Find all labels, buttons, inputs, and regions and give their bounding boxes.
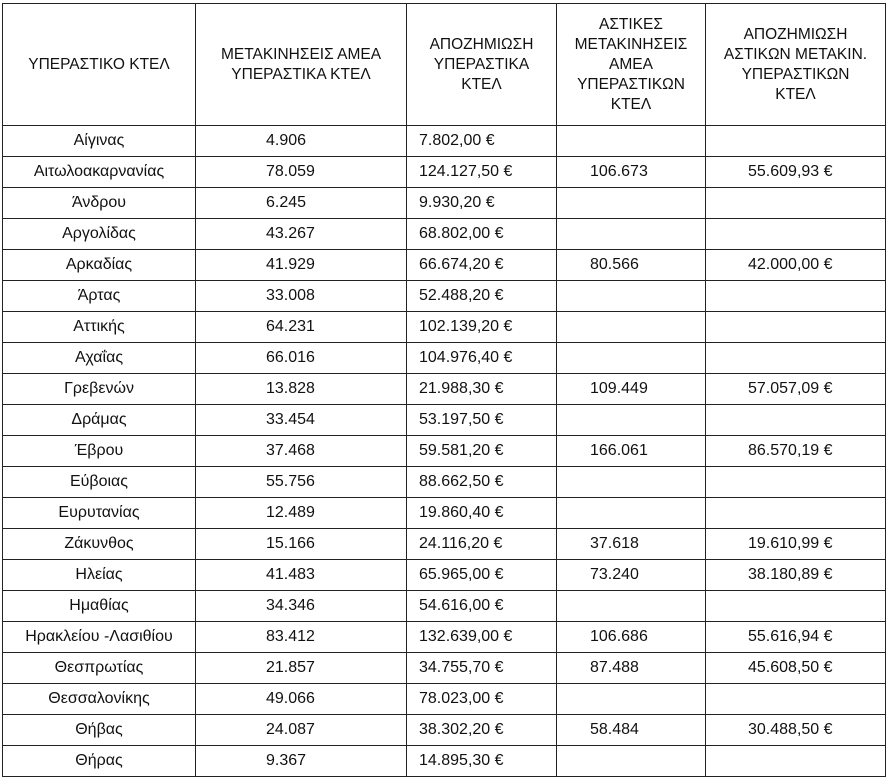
amea-trips-cell: 4.906 (196, 126, 407, 157)
amea-trips-cell: 41.929 (196, 250, 407, 281)
urban-trips-cell (557, 126, 706, 157)
table-row (3, 467, 886, 498)
amea-trips-cell: 78.059 (196, 157, 407, 188)
amea-trips-cell: 55.756 (196, 467, 407, 498)
table-row (3, 498, 886, 529)
urban-compensation-cell (706, 281, 886, 312)
ktel-compensation-table (2, 3, 886, 777)
intercity-compensation-cell: 38.302,20 € (407, 715, 557, 746)
intercity-compensation-cell: 59.581,20 € (407, 436, 557, 467)
amea-trips-cell: 33.008 (196, 281, 407, 312)
urban-compensation-cell (706, 126, 886, 157)
urban-compensation-cell (706, 591, 886, 622)
table-row (3, 188, 886, 219)
urban-trips-cell: 109.449 (557, 374, 706, 405)
ktel-name-cell: Έβρου (3, 436, 196, 467)
header-urban-compensation (706, 4, 886, 126)
amea-trips-cell: 9.367 (196, 746, 407, 777)
header-text-line: ΑΠΟΖΗΜΙΩΣΗ (743, 25, 848, 43)
urban-compensation-cell: 30.488,50 € (706, 715, 886, 746)
table-row (3, 653, 886, 684)
urban-trips-cell (557, 219, 706, 250)
ktel-name-cell: Αιτωλοακαρνανίας (3, 157, 196, 188)
ktel-name-cell: Ζάκυνθος (3, 529, 196, 560)
table-row (3, 591, 886, 622)
intercity-compensation-cell: 24.116,20 € (407, 529, 557, 560)
intercity-compensation-cell: 68.802,00 € (407, 219, 557, 250)
intercity-compensation-cell: 7.802,00 € (407, 126, 557, 157)
amea-trips-cell: 43.267 (196, 219, 407, 250)
urban-compensation-cell (706, 219, 886, 250)
header-urban-amea-trips (557, 4, 706, 126)
table-row (3, 126, 886, 157)
intercity-compensation-cell: 53.197,50 € (407, 405, 557, 436)
urban-compensation-cell: 38.180,89 € (706, 560, 886, 591)
header-amea-trips (196, 4, 407, 126)
table-row (3, 436, 886, 467)
urban-trips-cell (557, 746, 706, 777)
header-intercity-compensation (407, 4, 557, 126)
urban-trips-cell (557, 405, 706, 436)
amea-trips-cell: 24.087 (196, 715, 407, 746)
intercity-compensation-cell: 65.965,00 € (407, 560, 557, 591)
amea-trips-cell: 21.857 (196, 653, 407, 684)
intercity-compensation-cell: 21.988,30 € (407, 374, 557, 405)
table-row (3, 715, 886, 746)
urban-compensation-cell: 19.610,99 € (706, 529, 886, 560)
intercity-compensation-cell: 19.860,40 € (407, 498, 557, 529)
ktel-name-cell: Άνδρου (3, 188, 196, 219)
intercity-compensation-cell: 78.023,00 € (407, 684, 557, 715)
header-text-line: ΚΤΕΛ (610, 95, 652, 113)
ktel-name-cell: Αττικής (3, 312, 196, 343)
ktel-name-cell: Ηλείας (3, 560, 196, 591)
urban-compensation-cell (706, 405, 886, 436)
ktel-name-cell: Αίγινας (3, 126, 196, 157)
amea-trips-cell: 6.245 (196, 188, 407, 219)
amea-trips-cell: 41.483 (196, 560, 407, 591)
intercity-compensation-cell: 88.662,50 € (407, 467, 557, 498)
intercity-compensation-cell: 104.976,40 € (407, 343, 557, 374)
urban-compensation-cell: 86.570,19 € (706, 436, 886, 467)
table-row (3, 219, 886, 250)
urban-trips-cell (557, 498, 706, 529)
urban-compensation-cell: 55.616,94 € (706, 622, 886, 653)
intercity-compensation-cell: 52.488,20 € (407, 281, 557, 312)
ktel-name-cell: Θεσπρωτίας (3, 653, 196, 684)
urban-trips-cell: 80.566 (557, 250, 706, 281)
table-header (3, 4, 886, 126)
urban-trips-cell: 106.673 (557, 157, 706, 188)
ktel-name-cell: Αρκαδίας (3, 250, 196, 281)
header-text-line: ΜΕΤΑΚΙΝΗΣΕΙΣ (574, 35, 688, 53)
header-intercity-ktel (3, 4, 196, 126)
urban-trips-cell (557, 684, 706, 715)
amea-trips-cell: 34.346 (196, 591, 407, 622)
urban-trips-cell: 73.240 (557, 560, 706, 591)
header-text-line: ΥΠΕΡΑΣΤΙΚΟ ΚΤΕΛ (28, 55, 170, 73)
urban-trips-cell (557, 343, 706, 374)
ktel-name-cell: Θήβας (3, 715, 196, 746)
urban-compensation-cell (706, 188, 886, 219)
header-text-line: ΚΤΕΛ (461, 75, 502, 93)
amea-trips-cell: 13.828 (196, 374, 407, 405)
table-row (3, 250, 886, 281)
amea-trips-cell: 37.468 (196, 436, 407, 467)
ktel-name-cell: Εύβοιας (3, 467, 196, 498)
urban-trips-cell (557, 467, 706, 498)
ktel-name-cell: Ευρυτανίας (3, 498, 196, 529)
amea-trips-cell: 66.016 (196, 343, 407, 374)
urban-compensation-cell (706, 343, 886, 374)
urban-trips-cell (557, 312, 706, 343)
table-row (3, 157, 886, 188)
urban-compensation-cell: 55.609,93 € (706, 157, 886, 188)
header-text-line: ΥΠΕΡΑΣΤΙΚΑ ΚΤΕΛ (231, 65, 371, 83)
table-row (3, 374, 886, 405)
table-row (3, 529, 886, 560)
header-row (3, 4, 886, 126)
header-text-line: ΥΠΕΡΑΣΤΙΚΑ (433, 55, 530, 73)
table-row (3, 312, 886, 343)
header-text-line: ΑΠΟΖΗΜΙΩΣΗ (429, 35, 534, 53)
urban-compensation-cell (706, 498, 886, 529)
ktel-name-cell: Θεσσαλονίκης (3, 684, 196, 715)
table-row (3, 343, 886, 374)
table-row (3, 746, 886, 777)
table-row (3, 405, 886, 436)
ktel-name-cell: Δράμας (3, 405, 196, 436)
ktel-name-cell: Θήρας (3, 746, 196, 777)
amea-trips-cell: 33.454 (196, 405, 407, 436)
urban-trips-cell (557, 591, 706, 622)
intercity-compensation-cell: 34.755,70 € (407, 653, 557, 684)
urban-compensation-cell: 42.000,00 € (706, 250, 886, 281)
ktel-name-cell: Ηρακλείου -Λασιθίου (3, 622, 196, 653)
urban-trips-cell: 58.484 (557, 715, 706, 746)
ktel-name-cell: Ημαθίας (3, 591, 196, 622)
intercity-compensation-cell: 102.139,20 € (407, 312, 557, 343)
header-text-line: ΚΤΕΛ (775, 85, 816, 103)
header-text-line: ΥΠΕΡΑΣΤΙΚΩΝ (741, 65, 850, 83)
table-row (3, 684, 886, 715)
header-text-line: ΑΣΤΙΚΕΣ (599, 15, 663, 33)
intercity-compensation-cell: 14.895,30 € (407, 746, 557, 777)
intercity-compensation-cell: 9.930,20 € (407, 188, 557, 219)
table-row (3, 622, 886, 653)
table-row (3, 560, 886, 591)
ktel-name-cell: Αχαΐας (3, 343, 196, 374)
amea-trips-cell: 12.489 (196, 498, 407, 529)
urban-compensation-cell (706, 467, 886, 498)
urban-compensation-cell (706, 684, 886, 715)
intercity-compensation-cell: 132.639,00 € (407, 622, 557, 653)
urban-trips-cell: 37.618 (557, 529, 706, 560)
header-text-line: ΜΕΤΑΚΙΝΗΣΕΙΣ ΑΜΕΑ (220, 45, 382, 63)
intercity-compensation-cell: 66.674,20 € (407, 250, 557, 281)
ktel-name-cell: Άρτας (3, 281, 196, 312)
urban-compensation-cell: 45.608,50 € (706, 653, 886, 684)
intercity-compensation-cell: 54.616,00 € (407, 591, 557, 622)
amea-trips-cell: 83.412 (196, 622, 407, 653)
amea-trips-cell: 64.231 (196, 312, 407, 343)
amea-trips-cell: 49.066 (196, 684, 407, 715)
ktel-name-cell: Γρεβενών (3, 374, 196, 405)
header-text-line: ΑΣΤΙΚΩΝ ΜΕΤΑΚΙΝ. (723, 45, 868, 63)
header-text-line: ΥΠΕΡΑΣΤΙΚΩΝ (577, 75, 685, 93)
table-row (3, 281, 886, 312)
urban-trips-cell: 166.061 (557, 436, 706, 467)
header-text-line: ΑΜΕΑ (609, 55, 653, 73)
urban-compensation-cell: 57.057,09 € (706, 374, 886, 405)
urban-trips-cell: 106.686 (557, 622, 706, 653)
intercity-compensation-cell: 124.127,50 € (407, 157, 557, 188)
urban-compensation-cell (706, 312, 886, 343)
amea-trips-cell: 15.166 (196, 529, 407, 560)
urban-compensation-cell (706, 746, 886, 777)
urban-trips-cell (557, 188, 706, 219)
urban-trips-cell: 87.488 (557, 653, 706, 684)
ktel-name-cell: Αργολίδας (3, 219, 196, 250)
table-body (3, 126, 886, 777)
urban-trips-cell (557, 281, 706, 312)
